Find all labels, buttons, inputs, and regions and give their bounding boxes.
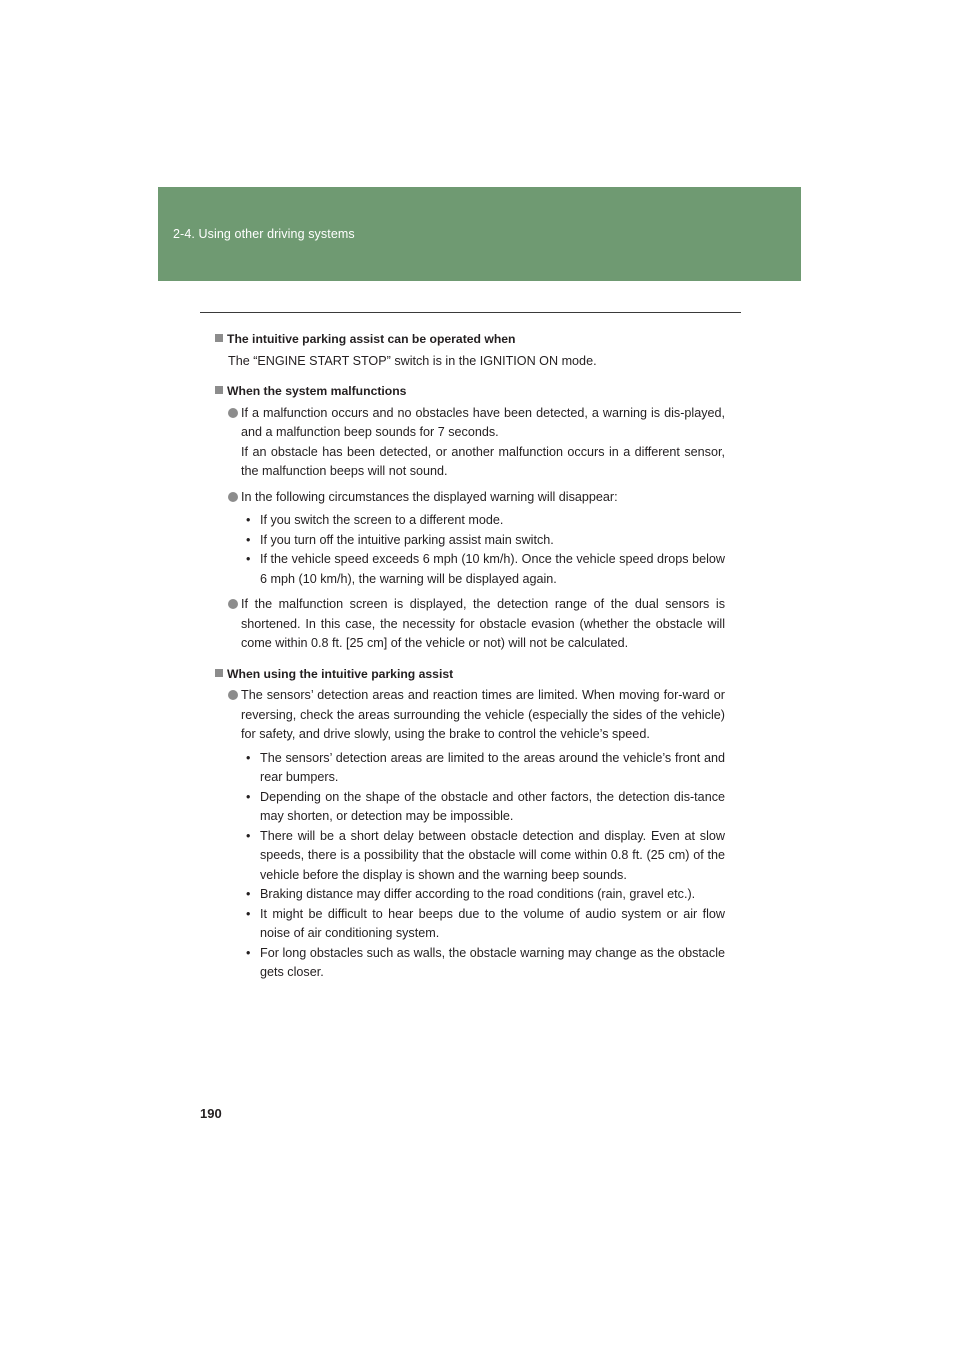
bullet-text: If a malfunction occurs and no obstacles have been detected, a warning is dis-played, and a malfunction beep sounds for 7 seconds.: [241, 405, 725, 439]
section-heading-text: The intuitive parking assist can be operated when: [227, 332, 516, 346]
sub-item-text: For long obstacles such as walls, the obstacle warning may change as the obstacle gets closer.: [260, 945, 725, 979]
divider-rule: [200, 312, 741, 313]
sub-list: [241, 749, 725, 983]
sub-bullet-mark: •: [246, 532, 251, 547]
sub-bullet-mark: •: [246, 552, 251, 566]
square-icon: [215, 386, 223, 394]
sub-item-text: If you turn off the intuitive parking assist main switch.: [260, 532, 554, 547]
bullet-list: [215, 404, 725, 654]
sub-list-item: [241, 827, 725, 886]
bullet-text: In the following circumstances the displayed warning will disappear:: [241, 489, 618, 504]
circle-bullet-icon: [228, 690, 238, 700]
sub-list-item: [241, 905, 725, 944]
circle-bullet-icon: [228, 599, 238, 609]
page-content: [215, 330, 725, 983]
sub-list-item: [241, 944, 725, 983]
section-heading-text: When using the intuitive parking assist: [227, 666, 454, 681]
section-heading: [215, 665, 725, 685]
sub-list-item: [241, 511, 725, 531]
sub-list: [241, 511, 725, 589]
sub-item-text: There will be a short delay between obstacle detection and display. Even at slow speeds, there is a possibility that the obstacle will come within 0.8 ft. (25 cm) of the vehicle before the display is shown and the warning beep sounds.: [260, 828, 725, 882]
sub-bullet-mark: •: [246, 887, 251, 901]
section-header-bar: [158, 187, 801, 281]
sub-item-text: If the vehicle speed exceeds 6 mph (10 km/h). Once the vehicle speed drops below 6 mph (10 km/h), the warning will be displayed again.: [260, 552, 725, 586]
bullet-item: [215, 488, 725, 590]
section-title: 2-4. Using other driving systems: [173, 227, 355, 241]
circle-bullet-icon: [228, 408, 238, 418]
sub-list-item: [241, 749, 725, 788]
circle-bullet-icon: [228, 492, 238, 502]
sub-list-item: [241, 885, 725, 905]
sub-list-item: [241, 550, 725, 589]
sub-list-item: [241, 531, 725, 551]
bullet-item: [215, 595, 725, 654]
sub-item-text: It might be difficult to hear beeps due to the volume of audio system or air flow noise of air conditioning system.: [260, 906, 725, 940]
page-number: 190: [200, 1106, 222, 1121]
section-heading: [215, 382, 725, 402]
sub-item-text: Depending on the shape of the obstacle and other factors, the detection dis-tance may shorten, or detection may be impossible.: [260, 789, 725, 823]
sub-bullet-mark: •: [246, 945, 251, 960]
bullet-text: If an obstacle has been detected, or another malfunction occurs in a different sensor, the malfunction beeps will not sound.: [241, 444, 725, 478]
sub-item-text: If you switch the screen to a different mode.: [260, 513, 504, 527]
sub-bullet-mark: •: [246, 789, 251, 804]
sub-bullet-mark: •: [246, 750, 251, 765]
sub-item-text: The sensors’ detection areas are limited to the areas around the vehicle’s front and rear bumpers.: [260, 750, 725, 784]
sub-list-item: [241, 788, 725, 827]
bullet-text: If the malfunction screen is displayed, the detection range of the dual sensors is shortened. In this case, the necessity for obstacle evasion (whether the obstacle will come within 0.8 ft. [25 cm] of the vehicle or not) will not be calculated.: [241, 597, 725, 650]
square-icon: [215, 669, 223, 677]
sub-bullet-mark: •: [246, 906, 251, 921]
sub-item-text: Braking distance may differ according to the road conditions (rain, gravel etc.).: [260, 887, 696, 901]
bullet-item: [215, 404, 725, 482]
square-icon: [215, 334, 223, 342]
bullet-text: The sensors’ detection areas and reaction times are limited. When moving for-ward or reversing, check the areas surrounding the vehicle (especially the sides of the vehicle) for safety, and drive slowly, using the brake to control the vehicle’s speed.: [241, 688, 725, 741]
section-heading: [215, 330, 725, 350]
sub-bullet-mark: •: [246, 828, 251, 843]
bullet-list: [215, 686, 725, 983]
section-heading-text: When the system malfunctions: [227, 384, 407, 398]
section-text: The “ENGINE START STOP” switch is in the IGNITION ON mode.: [228, 353, 597, 368]
bullet-item: [215, 686, 725, 983]
sub-bullet-mark: •: [246, 513, 251, 527]
